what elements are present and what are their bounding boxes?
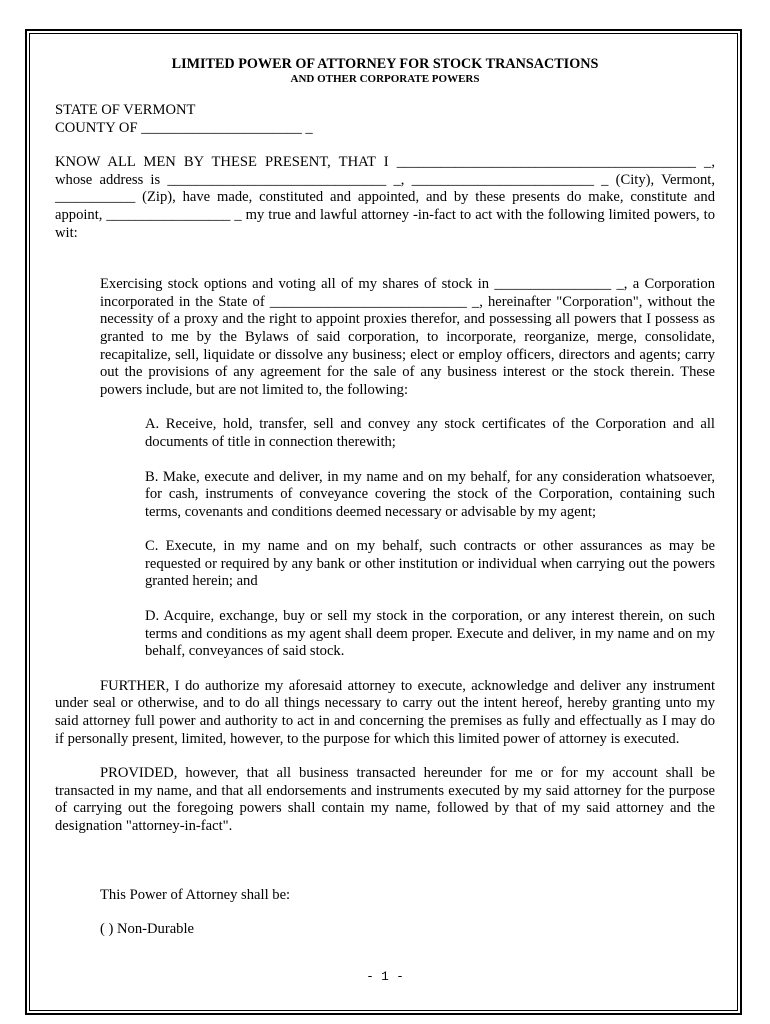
document-body (55, 56, 715, 939)
power-item-b: B. Make, execute and deliver, in my name and on my behalf, for any consideration whatsoever, for cash, instruments of conveyance covering the stock of the Corporation, containing such terms, covenants and conditions deemed necessary or advisable by my agent; (145, 468, 715, 520)
power-item-d: D. Acquire, exchange, buy or sell my stock in the corporation, or any interest therein, on such terms and conditions as my agent shall deem proper. Execute and deliver, in my name and on my behalf, conveyances of said stock. (145, 608, 715, 660)
exercising-paragraph: Exercising stock options and voting all of my shares of stock in ________________ _, a Corporation incorporated in the State of ___________________________ _, hereinafter "Corporation", without the necessity of a proxy and the right to appoint proxies therefor, and possessing all powers that I possess as granted to me by the Bylaws of said corporation, to incorporate, reorganize, merge, consolidate, recapitalize, sell, liquidate or dissolve any business; elect or employ officers, directors and agents; carry out the provisions of any agreement for the sale of any business interest or the stock therein. These powers include, but are not limited to, the following: (100, 276, 715, 398)
document-subtitle: AND OTHER CORPORATE POWERS (290, 73, 480, 85)
intro-paragraph: KNOW ALL MEN BY THESE PRESENT, THAT I _________________________________________ _, whose address is ______________________________ _, _________________________ _ (City), Vermont, ___________ (Zip), have made, constituted and appointed, and by these presents do make, constitute and appoint, _________________ _ my true and lawful attorney -in-fact to act with the following limited powers, to wit: (55, 154, 715, 241)
state-line: STATE OF VERMONT (55, 102, 196, 118)
document-title: LIMITED POWER OF ATTORNEY FOR STOCK TRANSACTIONS (171, 56, 599, 72)
page-number: - 1 - (366, 970, 404, 984)
poa-type-label: This Power of Attorney shall be: (100, 886, 291, 903)
power-item-c: C. Execute, in my name and on my behalf, such contracts or other assurances as may be requested or required by any bank or other institution or individual when carrying out the powers granted herein; and (145, 538, 715, 590)
provided-paragraph: PROVIDED, however, that all business transacted hereunder for me or for my account shall be transacted in my name, and that all endorsements and instruments executed by my said attorney for the purpose of carrying out the foregoing powers shall contain my name, followed by that of my said attorney and the designation "attorney-in-fact". (55, 765, 715, 834)
non-durable-option[interactable]: ( ) Non-Durable (100, 921, 195, 938)
further-paragraph: FURTHER, I do authorize my aforesaid attorney to execute, acknowledge and deliver any instrument under seal or otherwise, and to do all things necessary to carry out the intent hereof, hereby granting unto my said attorney full power and authority to act in and concerning the premises as fully and effectually as I may do if personally present, limited, however, to the purpose for which this limited power of attorney is executed. (55, 677, 715, 747)
power-item-a: A. Receive, hold, transfer, sell and convey any stock certificates of the Corporation and all documents of title in connection therewith; (145, 416, 715, 450)
county-line: COUNTY OF ______________________ _ (55, 119, 313, 136)
